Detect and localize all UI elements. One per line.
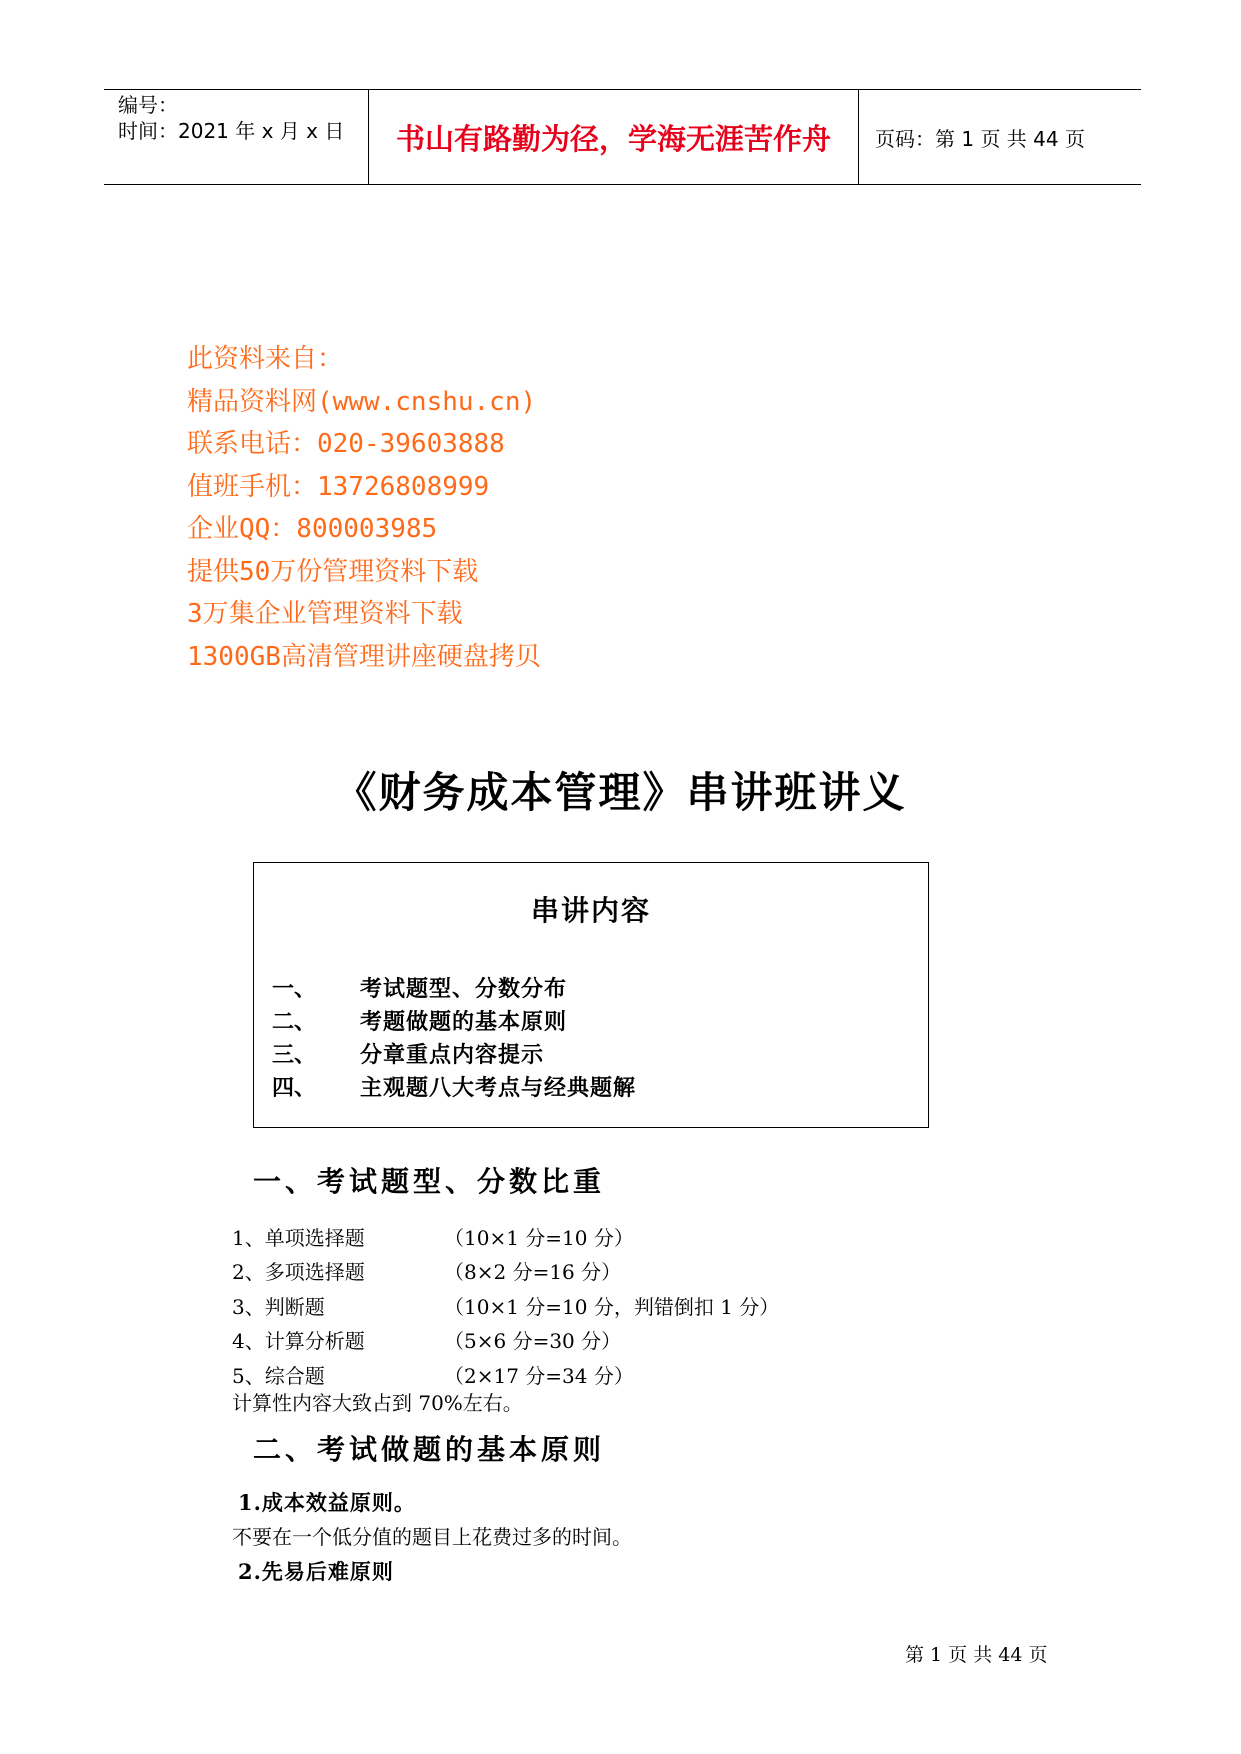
section-2-heading: 二、考试做题的基本原则 — [253, 1433, 606, 1466]
header-date-label: 时间：2021 年 x 月 x 日 — [118, 119, 345, 143]
header-motto: 书山有路勤为径，学海无涯苦作舟 — [395, 121, 831, 156]
toc-item — [272, 1004, 636, 1037]
toc-heading: 串讲内容 — [530, 894, 651, 927]
promo-line: 1300GB高清管理讲座硬盘拷贝 — [187, 641, 541, 672]
promo-line: 提供50万份管理资料下载 — [187, 556, 479, 587]
toc-item-number: 一、 — [272, 976, 317, 1002]
header-left-cell — [104, 90, 369, 184]
header-page-code: 页码：第 1 页 共 44 页 — [875, 126, 1085, 151]
header-page-cell — [859, 90, 1141, 184]
section-1-heading: 一、考试题型、分数比重 — [253, 1165, 606, 1198]
question-type-name: 4、计算分析题 — [232, 1329, 365, 1354]
principle-1-description: 不要在一个低分值的题目上花费过多的时间。 — [232, 1525, 632, 1549]
question-type-score: （8×2 分=16 分） — [444, 1260, 622, 1285]
toc-list — [272, 971, 636, 1103]
promo-line: 3万集企业管理资料下载 — [187, 599, 463, 629]
header-number-label: 编号： — [118, 93, 178, 117]
toc-box — [253, 862, 929, 1128]
promo-block — [187, 338, 541, 678]
promo-line: 此资料来自： — [187, 344, 344, 374]
question-type-score: （5×6 分=30 分） — [444, 1329, 622, 1354]
toc-item-number: 四、 — [272, 1075, 317, 1101]
toc-item-text: 考题做题的基本原则 — [360, 1009, 568, 1035]
question-type-score: （10×1 分=10 分，判错倒扣 1 分） — [444, 1294, 780, 1319]
question-type-name: 3、判断题 — [232, 1294, 325, 1319]
toc-item — [272, 1070, 636, 1103]
principle-2-heading: 2.先易后难原则 — [238, 1559, 394, 1584]
header-table — [104, 89, 1141, 185]
toc-item — [272, 971, 636, 1004]
toc-item-text: 考试题型、分数分布 — [360, 976, 568, 1002]
page-footer: 第 1 页 共 44 页 — [905, 1644, 1048, 1666]
promo-line: 精品资料网(www.cnshu.cn) — [187, 386, 537, 417]
question-type-row — [232, 1219, 779, 1254]
question-type-score: （10×1 分=10 分） — [444, 1225, 634, 1250]
document-title: 《财务成本管理》串讲班讲义 — [334, 768, 907, 817]
question-type-row — [232, 1323, 779, 1358]
section-1-note: 计算性内容大致占到 70%左右。 — [232, 1391, 523, 1415]
question-type-name: 2、多项选择题 — [232, 1260, 365, 1285]
toc-item-number: 二、 — [272, 1009, 317, 1035]
promo-line: 联系电话：020-39603888 — [187, 429, 505, 459]
toc-item-text: 分章重点内容提示 — [360, 1042, 545, 1068]
principle-1-heading: 1.成本效益原则。 — [238, 1490, 416, 1515]
question-type-score: （2×17 分=34 分） — [444, 1363, 634, 1388]
promo-line: 值班手机：13726808999 — [187, 471, 490, 502]
toc-item-text: 主观题八大考点与经典题解 — [360, 1075, 637, 1101]
header-motto-cell — [369, 90, 859, 184]
question-type-row — [232, 1288, 779, 1323]
toc-item — [272, 1037, 636, 1070]
question-type-name: 5、综合题 — [232, 1363, 325, 1388]
question-type-name: 1、单项选择题 — [232, 1225, 365, 1250]
question-type-list — [232, 1219, 779, 1392]
promo-line: 企业QQ：800003985 — [187, 514, 438, 544]
toc-item-number: 三、 — [272, 1042, 317, 1068]
question-type-row — [232, 1254, 779, 1289]
